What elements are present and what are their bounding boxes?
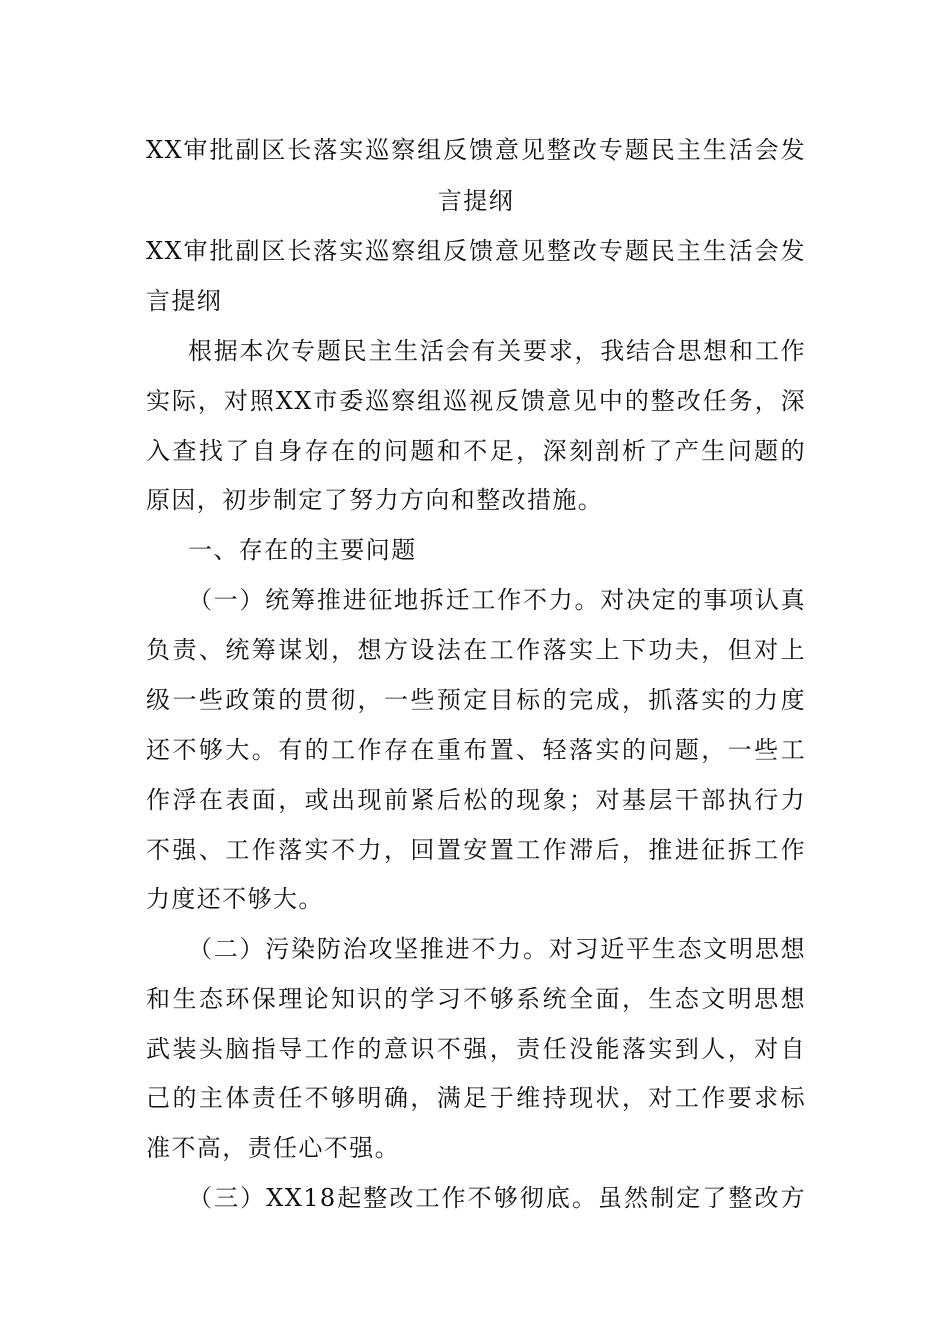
- subtitle-line-1: XX审批副区长落实巡察组反馈意见整改专题民主生活会发: [146, 237, 806, 265]
- subtitle-line-2: 言提纲: [146, 287, 223, 315]
- item1-line: 力度还不够大。: [146, 885, 324, 913]
- item2-line: （二）污染防治攻坚推进不力。对习近平生态文明思想: [188, 935, 806, 963]
- item2-line: 和生态环保理论知识的学习不够系统全面，生态文明思想: [146, 985, 806, 1013]
- section-heading: 一、存在的主要问题: [188, 536, 417, 564]
- title-line-1: XX审批副区长落实巡察组反馈意见整改专题民主生活会发: [146, 136, 806, 164]
- intro-line: 原因，初步制定了努力方向和整改措施。: [146, 486, 604, 514]
- title-line-2: 言提纲: [437, 187, 515, 215]
- item1-line: 作浮在表面，或出现前紧后松的现象；对基层干部执行力: [146, 786, 806, 814]
- item2-line: 武装头脑指导工作的意识不强，责任没能落实到人，对自: [146, 1035, 806, 1063]
- item1-line: 负责、统筹谋划，想方设法在工作落实上下功夫，但对上: [146, 636, 806, 664]
- item1-line: 还不够大。有的工作存在重布置、轻落实的问题，一些工: [146, 736, 806, 764]
- item2-line: 己的主体责任不够明确，满足于维持现状，对工作要求标: [146, 1084, 806, 1112]
- item2-line: 准不高，责任心不强。: [146, 1134, 400, 1162]
- intro-line: 入查找了自身存在的问题和不足，深刻剖析了产生问题的: [146, 437, 806, 465]
- intro-line: 实际，对照XX市委巡察组巡视反馈意见中的整改任务，深: [146, 387, 806, 415]
- item1-line: 不强、工作落实不力，回置安置工作滞后，推进征拆工作: [146, 836, 806, 864]
- item3-line: （三）XX18起整改工作不够彻底。虽然制定了整改方: [188, 1184, 806, 1212]
- item1-line: 级一些政策的贯彻，一些预定目标的完成，抓落实的力度: [146, 686, 806, 714]
- item1-line: （一）统筹推进征地拆迁工作不力。对决定的事项认真: [188, 586, 806, 614]
- intro-line: 根据本次专题民主生活会有关要求，我结合思想和工作: [188, 337, 806, 365]
